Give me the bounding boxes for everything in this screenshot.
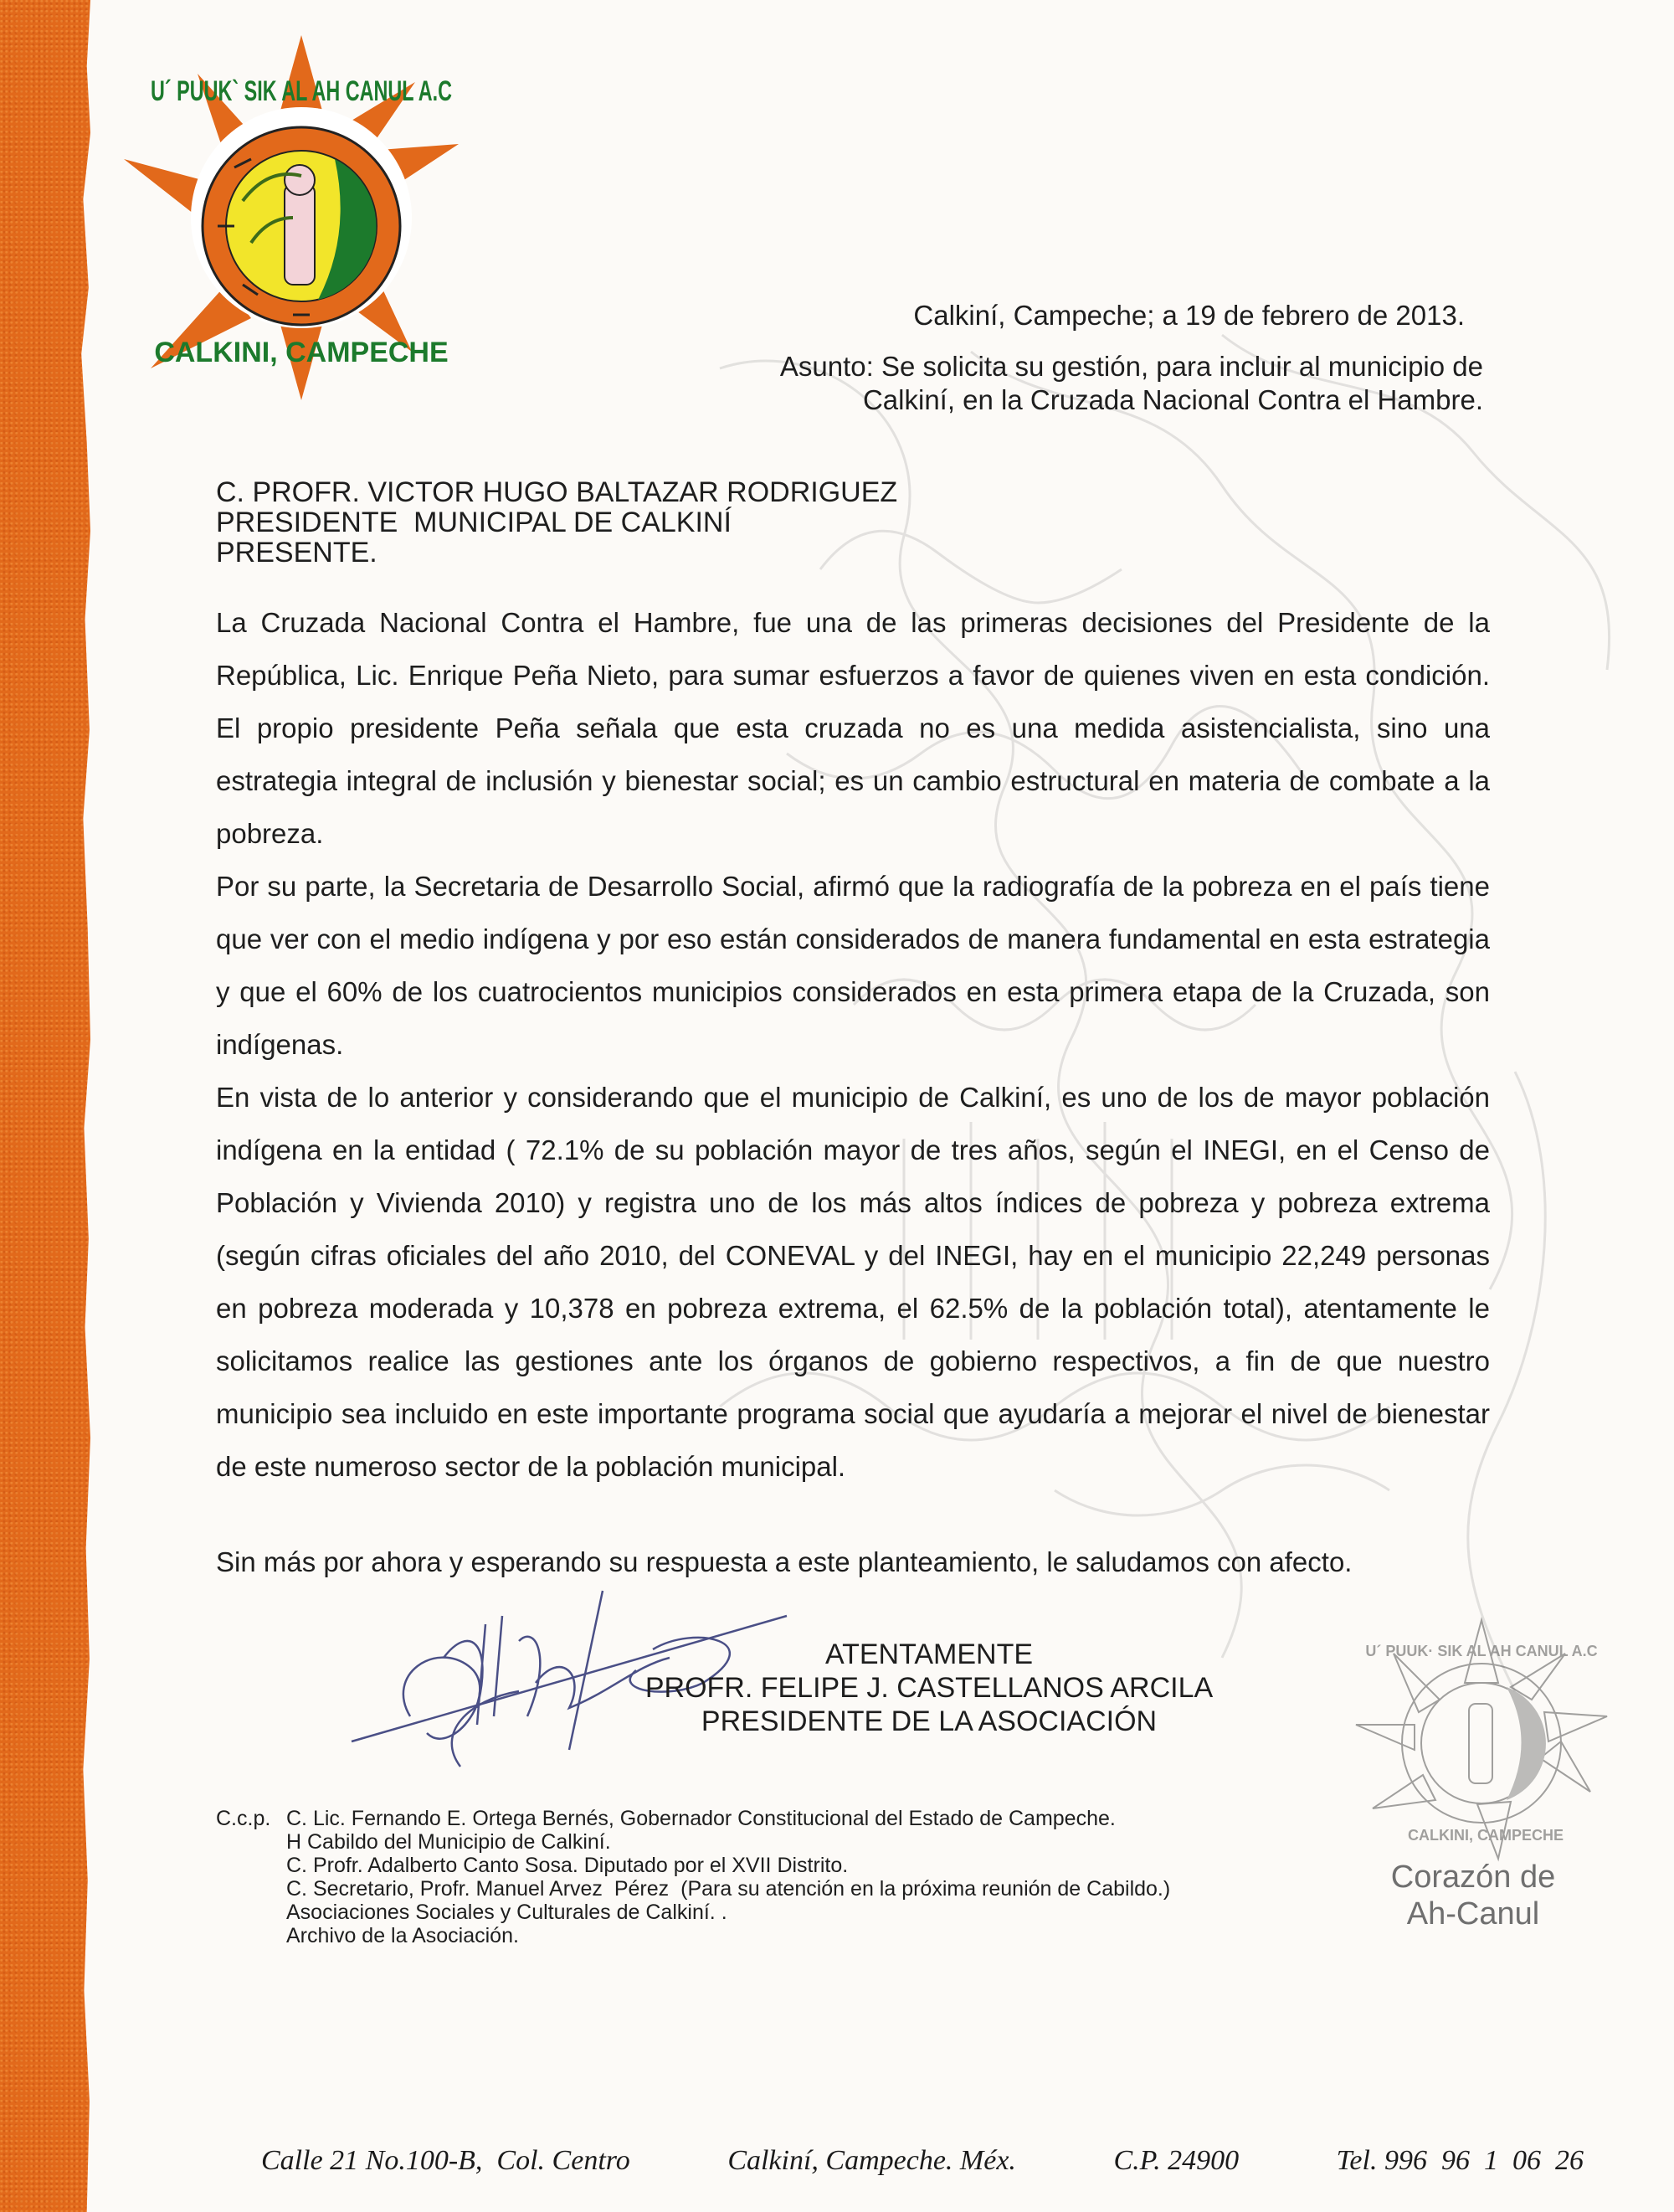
letter-subject bbox=[780, 350, 1483, 417]
subject-line-1: Se solicita su gestión, para incluir al municipio de bbox=[881, 351, 1483, 382]
logo-location: CALKINI, CAMPECHE bbox=[154, 337, 449, 368]
recipient-block bbox=[216, 477, 897, 568]
signer-name: PROFR. FELIPE J. CASTELLANOS ARCILA bbox=[644, 1672, 1214, 1704]
recipient-greeting: PRESENTE. bbox=[216, 537, 377, 568]
body-paragraph: Por su parte, la Secretaria de Desarrollo Social, afirmó que la radiografía de la pobreza en el país tiene que ver con el medio indígena y por eso están considerados de manera fundamental en esta estrategia y que el 60% de los cuatrocientos municipios considerados en esta primera etapa de la Cruzada, son indígenas. bbox=[216, 871, 1490, 1060]
stamp-caption-line-1: Corazón de bbox=[1390, 1860, 1556, 1895]
ccp-recipient: C. Lic. Fernando E. Ortega Bernés, Gobernador Constitucional del Estado de Campeche. bbox=[286, 1807, 1116, 1830]
ccp-recipient: H Cabildo del Municipio de Calkiní. bbox=[286, 1830, 611, 1854]
salutation: ATENTAMENTE bbox=[824, 1638, 1034, 1670]
orange-side-strip bbox=[0, 0, 90, 2212]
stamp-caption bbox=[1356, 1859, 1590, 1932]
body-paragraph: La Cruzada Nacional Contra el Hambre, fue una de las primeras decisiones del Presidente de la República, Lic. Enrique Peña Nieto, para sumar esfuerzos a favor de quienes viven en esta condición. El propio presidente Peña señala que esta cruzada no es una medida asistencialista, sino una estrategia integral de inclusión y bienestar social; es un cambio estructural en materia de combate a la pobreza. bbox=[216, 607, 1490, 849]
body-paragraph: En vista de lo anterior y considerando que el municipio de Calkiní, es uno de los de mayor población indígena en la entidad ( 72.1% de su población mayor de tres años, según el INEGI, en el Censo de Población y Vivienda 2010) y registra uno de los más altos índices de pobreza y pobreza extrema (según cifras oficiales del año 2010, del CONEVAL y del INEGI, hay en el municipio 22,249 personas en pobreza moderada y 10,378 en pobreza extrema, el 62.5% de la población total), atentamente le solicitamos realice las gestiones ante los órganos de gobierno respectivos, a fin de que nuestro municipio sea incluido en este importante programa social que ayudaría a mejorar el nivel de bienestar de este numeroso sector de la población municipal. bbox=[216, 1082, 1490, 1482]
stamp-ring-bottom: CALKINI, CAMPECHE bbox=[1407, 1827, 1564, 1844]
signature-block bbox=[586, 1638, 1272, 1738]
footer-postal-code: C.P. 24900 bbox=[1113, 2145, 1240, 2176]
ccp-recipient bbox=[286, 1877, 1170, 1901]
ccp-label: C.c.p. bbox=[216, 1807, 271, 1830]
letter-body bbox=[216, 596, 1490, 1493]
recipient-title: PRESIDENTE MUNICIPAL DE CALKINÍ bbox=[216, 507, 732, 538]
ccp-recipient: Asociaciones Sociales y Culturales de Calkiní. . bbox=[286, 1901, 727, 1924]
organization-logo bbox=[117, 33, 485, 402]
letter-date: Calkiní, Campeche; a 19 de febrero de 2013. bbox=[913, 300, 1465, 331]
recipient-name: C. PROFR. VICTOR HUGO BALTAZAR RODRIGUEZ bbox=[216, 476, 898, 508]
closing-line: Sin más por ahora y esperando su respuesta a este planteamiento, le saludamos con afecto. bbox=[216, 1546, 1353, 1577]
footer-address: Calle 21 No.100-B, Col. Centro bbox=[261, 2145, 630, 2176]
letterhead-footer bbox=[261, 2145, 1584, 2177]
carbon-copy-list bbox=[216, 1807, 1170, 1947]
subject-line-2: Calkiní, en la Cruzada Nacional Contra el Hambre. bbox=[862, 384, 1483, 415]
stamp-caption-line-2: Ah-Canul bbox=[1406, 1896, 1540, 1932]
subject-label: Asunto: bbox=[779, 351, 874, 382]
logo-org-name: U´ PUUK` SIK AL AH CANUL A.C bbox=[151, 75, 452, 107]
stamp-ring-top: U´ PUUK· SIK AL AH CANUL A.C bbox=[1365, 1643, 1598, 1659]
ccp-recipient-name: C. Secretario, Profr. Manuel Arvez Pérez bbox=[286, 1877, 670, 1901]
footer-phone: Tel. 996 96 1 06 26 bbox=[1336, 2145, 1584, 2176]
ccp-recipient-note: (Para su atención en la próxima reunión de Cabildo.) bbox=[680, 1877, 1171, 1901]
organization-stamp bbox=[1339, 1616, 1624, 1867]
footer-city: Calkiní, Campeche. Méx. bbox=[727, 2145, 1016, 2176]
ccp-recipient: C. Profr. Adalberto Canto Sosa. Diputado por el XVII Distrito. bbox=[286, 1854, 849, 1877]
signer-title: PRESIDENTE DE LA ASOCIACIÓN bbox=[701, 1705, 1158, 1737]
ccp-recipient: Archivo de la Asociación. bbox=[286, 1924, 519, 1947]
